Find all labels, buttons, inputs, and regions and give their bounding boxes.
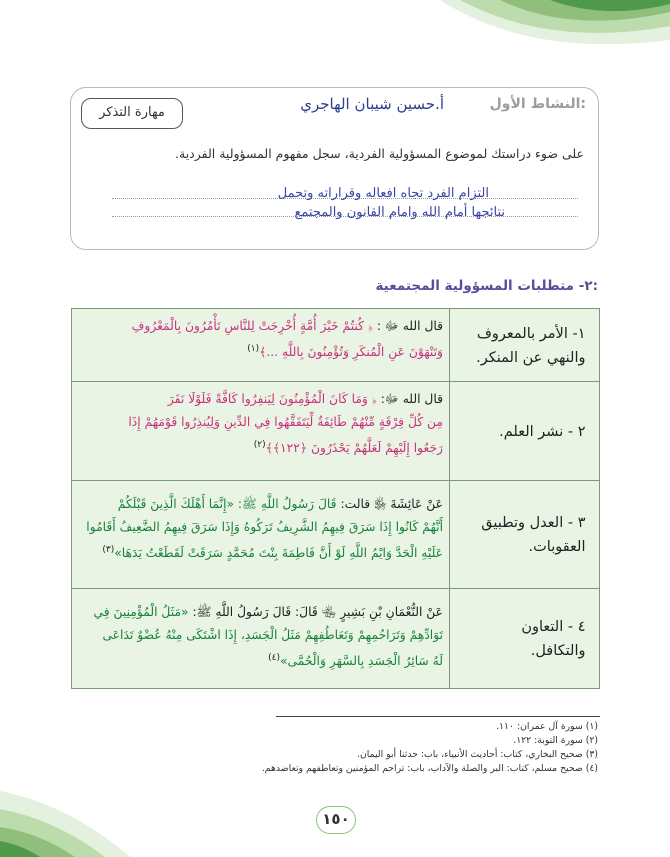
row-text: عَنْ عَائِشَةَ ﵂ قالت: قَالَ رَسُولُ اللَّهِ ﷺ: «إِنَّمَا أَهْلَكَ الَّذِينَ قَبْلَكُمْ أَنَّهُمْ كَانُوا إِذَا سَرَقَ فِيهِمُ الشَّرِيفُ تَرَكُوهُ وَإِذَا سَرَقَ فِيهِمُ الضَّعِيفُ أَقَامُوا عَلَيْهِ الْحَدَّ وَايْمُ اللَّهِ لَوْ أَنَّ فَاطِمَةَ بِنْتَ مُحَمَّدٍ سَرَقَتْ لَقَطَعْتُ يَدَهَا»$^{(٣)}$ [78, 493, 443, 565]
row-text: قال الله ﷻ : ﴿ كُنتُمْ خَيْرَ أُمَّةٍ أُخْرِجَتْ لِلنَّاسِ تَأْمُرُونَ بِالْمَعْرُوفِ وَتَنْهَوْنَ عَنِ الْمُنكَرِ وَتُؤْمِنُونَ بِاللَّهِ ...﴾$^{(١)}$ [131, 319, 443, 360]
row-label: ٤ - التعاون والتكافل. [521, 618, 586, 659]
activity-instruction: على ضوء دراستك لموضوع المسؤولية الفردية، سجل مفهوم المسؤولية الفردية. [175, 146, 584, 161]
handwritten-answer-2: نتائجها أمام الله وامام القانون والمجتمع [294, 205, 505, 220]
footnote-marker: (٢) [253, 440, 266, 450]
quran-verse: رَجَعُوا إِلَيْهِمْ لَعَلَّهُمْ يَحْذَرُونَ ﴿١٢٢﴾﴾ [265, 441, 443, 456]
section-title: ٢- متطلبات المسؤولية المجتمعية: [375, 278, 598, 294]
quran-verse: مِن كُلِّ فِرْقَةٍ مِّنْهُمْ طَائِفَةٌ لِّيَتَفَقَّهُوا فِي الدِّينِ وَلِيُنذِرُوا قَوْمَهُمْ إِذَا [128, 415, 443, 429]
corner-decoration-top [400, 0, 670, 62]
quran-verse: وَتَنْهَوْنَ عَنِ الْمُنكَرِ وَتُؤْمِنُونَ بِاللَّهِ ...﴾ [259, 345, 443, 360]
footnote-marker: (١) [247, 344, 260, 354]
table-row [72, 481, 599, 589]
activity-box [70, 87, 599, 250]
hadith-text: عَلَيْهِ الْحَدَّ وَايْمُ اللَّهِ لَوْ أَنَّ فَاطِمَةَ بِنْتَ مُحَمَّدٍ سَرَقَتْ لَقَطَعْتُ يَدَهَا» [114, 546, 443, 561]
table-row [72, 382, 599, 481]
hadith-text: «مَثَلُ الْمُؤْمِنِينَ فِي [93, 605, 189, 619]
activity-author: أ.حسين شيبان الهاجري [300, 95, 444, 113]
corner-decoration-bottom [0, 775, 130, 857]
footnote: (٤) صحيح مسلم، كتاب: البر والصلة والآداب، باب: تراحم المؤمنين وتعاطفهم وتعاضدهم. [261, 763, 598, 774]
footnote-divider [276, 716, 600, 717]
hadith-text: أَنَّهُمْ كَانُوا إِذَا سَرَقَ فِيهِمُ الشَّرِيفُ تَرَكُوهُ وَإِذَا سَرَقَ فِيهِمُ الضَّعِيفُ أَقَامُوا [86, 520, 443, 534]
footnote-marker: (٣) [102, 545, 115, 555]
row-label: ٢ - نشر العلم. [499, 423, 586, 440]
row-text: عَنْ النُّعْمَانِ بْنِ بَشِيرٍ ﵄ قَالَ: قَالَ رَسُولُ اللَّهِ ﷺ: «مَثَلُ الْمُؤْمِنِينَ فِي تَوَادِّهِمْ وَتَرَاحُمِهِمْ وَتَعَاطُفِهِمْ مَثَلُ الْجَسَدِ، إِذَا اشْتَكَى مِنْهُ عُضْوٌ تَدَاعَى لَهُ سَائِرُ الْجَسَدِ بِالسَّهَرِ وَالْحُمَّى»$^{(٤)}$ [78, 601, 443, 673]
footnotes [262, 720, 598, 776]
activity-title: النشاط الأول: [489, 96, 586, 112]
row-label: ١- الأمر بالمعروف والنهي عن المنكر. [476, 325, 586, 366]
skill-badge: مهارة التذكر [81, 98, 183, 129]
hadith-text: قَالَ رَسُولُ اللَّهِ ﷺ: «إِنَّمَا أَهْلَكَ الَّذِينَ قَبْلَكُمْ [117, 497, 337, 511]
row-label: ٣ - العدل وتطبيق العقوبات. [481, 515, 586, 555]
table-row [72, 309, 599, 382]
table-row [72, 589, 599, 688]
page-number: ١٥٠ [316, 806, 356, 834]
footnote: (١) سورة آل عمران: ١١٠. [496, 721, 598, 732]
quran-verse: ﴿ كُنتُمْ خَيْرَ أُمَّةٍ أُخْرِجَتْ لِلنَّاسِ تَأْمُرُونَ بِالْمَعْرُوفِ [131, 319, 373, 333]
hadith-text: تَوَادِّهِمْ وَتَرَاحُمِهِمْ وَتَعَاطُفِهِمْ مَثَلُ الْجَسَدِ، إِذَا اشْتَكَى مِنْهُ عُضْوٌ تَدَاعَى [102, 628, 443, 642]
footnote: (٢) سورة التوبة: ١٢٢. [513, 735, 598, 746]
footnote: (٣) صحيح البخاري، كتاب: أحاديث الأنبياء، باب: حدثنا أبو اليمان. [357, 749, 598, 760]
requirements-table [71, 308, 600, 689]
quran-verse: ﴿ وَمَا كَانَ الْمُؤْمِنُونَ لِيَنفِرُوا كَافَّةً فَلَوْلَا نَفَرَ [167, 392, 377, 406]
handwritten-answer-1: التزام الفرد تجاه افعاله وقراراته وتحمل [277, 186, 489, 201]
footnote-marker: (٤) [268, 653, 280, 663]
hadith-text: لَهُ سَائِرُ الْجَسَدِ بِالسَّهَرِ وَالْحُمَّى» [279, 654, 443, 669]
row-text: قال الله ﷻ: ﴿ وَمَا كَانَ الْمُؤْمِنُونَ لِيَنفِرُوا كَافَّةً فَلَوْلَا نَفَرَ مِن كُلِّ فِرْقَةٍ مِّنْهُمْ طَائِفَةٌ لِّيَتَفَقَّهُوا فِي الدِّينِ وَلِيُنذِرُوا قَوْمَهُمْ إِذَا رَجَعُوا إِلَيْهِمْ لَعَلَّهُمْ يَحْذَرُونَ ﴿١٢٢﴾﴾$^{(٢)}$ [78, 388, 443, 460]
